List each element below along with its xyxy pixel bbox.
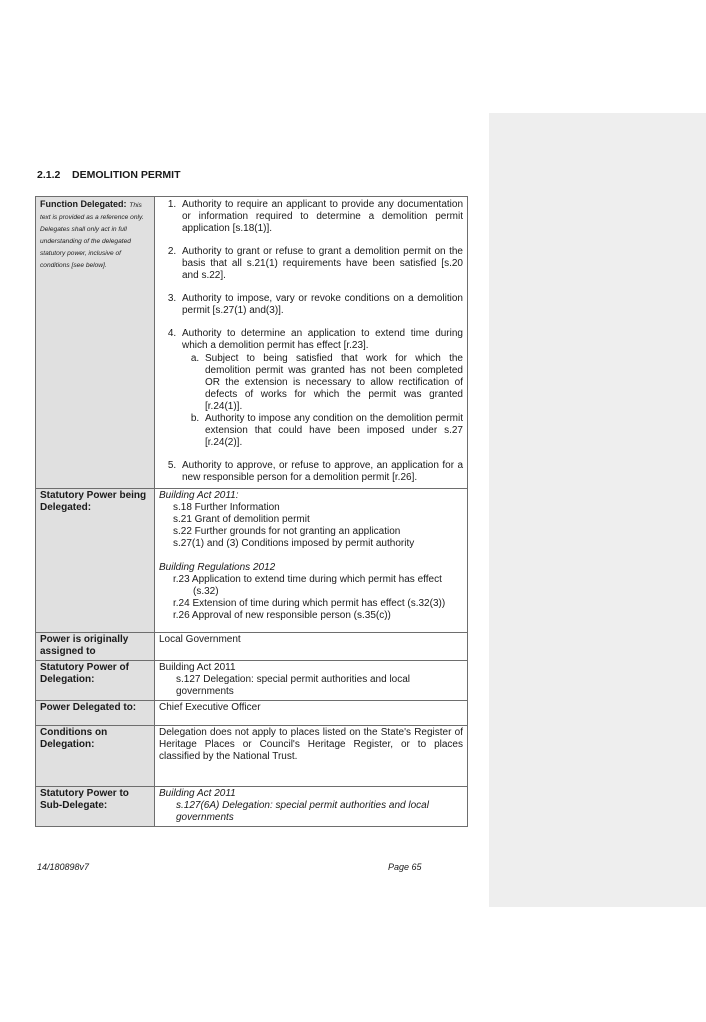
row-label-power-delegated-to: Power Delegated to: bbox=[36, 701, 155, 726]
function-delegated-note: This text is provided as a reference only. Delegates shall only act in full understanding of the delegated statutory power, inclusive of conditions [see below]. bbox=[40, 202, 144, 269]
function-delegated-content bbox=[155, 197, 468, 489]
reg-section: r.24 Extension of time during which permit has effect (s.32(3)) bbox=[173, 598, 446, 609]
sub-delegate-content bbox=[155, 787, 468, 827]
row-statutory-power-of-delegation bbox=[36, 661, 468, 701]
comment-pane bbox=[489, 113, 706, 907]
list-item: 5. Authority to approve, or refuse to approve, an application for a new responsible person for a demolition permit [r.26]. bbox=[179, 460, 463, 484]
list-item: 4. Authority to determine an application to extend time during which a demolition permit has effect [r.23]. a. Subject to being satisfied that work for which the demolition permit was granted has not been completed OR the extension is necessary to allow rectification of defects of works for which the permit was granted [r.24(1)]. b. Authority to impose any condition on the demolition permit extension that could have been imposed under s.27 [r.24(2)]. bbox=[179, 328, 463, 449]
reg-section: r.26 Approval of new responsible person (s.35(c)) bbox=[173, 610, 391, 621]
delegation-section: s.127 Delegation: special permit authorities and local governments bbox=[176, 674, 411, 697]
section-heading bbox=[37, 169, 181, 181]
delegation-act: Building Act 2011 bbox=[159, 662, 236, 673]
row-power-assigned bbox=[36, 633, 468, 661]
statutory-power-of-delegation-content bbox=[155, 661, 468, 701]
conditions-value: Delegation does not apply to places listed on the State's Register of Heritage Places or Council's Heritage Register, or to places classified by the National Trust. bbox=[155, 726, 468, 787]
list-item: 2. Authority to grant or refuse to grant a demolition permit on the basis that all s.21(1) requirements have been satisfied [s.20 and s.22]. bbox=[179, 246, 463, 282]
row-label-statutory-power: Statutory Power being Delegated: bbox=[36, 489, 155, 633]
footer-page-number: Page 65 bbox=[388, 862, 422, 872]
act-section: s.27(1) and (3) Conditions imposed by permit authority bbox=[173, 538, 415, 549]
row-label-statutory-power-of-delegation: Statutory Power of Delegation: bbox=[36, 661, 155, 701]
function-list bbox=[159, 199, 463, 484]
list-item: 3. Authority to impose, vary or revoke conditions on a demolition permit [s.27(1) and(3)]. bbox=[179, 293, 463, 317]
power-assigned-value: Local Government bbox=[155, 633, 468, 661]
statutory-power-content bbox=[155, 489, 468, 633]
row-sub-delegate bbox=[36, 787, 468, 827]
sub-delegate-act: Building Act 2011 bbox=[159, 788, 236, 799]
power-delegated-to-value: Chief Executive Officer bbox=[155, 701, 468, 726]
footer-doc-ref: 14/180898v7 bbox=[37, 862, 90, 872]
act-section: s.22 Further grounds for not granting an application bbox=[173, 526, 401, 537]
section-number: 2.1.2 bbox=[37, 169, 61, 181]
row-label-conditions: Conditions on Delegation: bbox=[36, 726, 155, 787]
sub-list-item: a. Subject to being satisfied that work for which the demolition permit was granted has not been completed OR the extension is necessary to allow rectification of defects of works for which the permit was granted [r.24(1)]. bbox=[202, 353, 463, 413]
row-statutory-power bbox=[36, 489, 468, 633]
row-conditions bbox=[36, 726, 468, 787]
section-title: DEMOLITION PERMIT bbox=[72, 169, 181, 181]
act-title: Building Act 2011: bbox=[159, 490, 239, 501]
row-label-sub-delegate: Statutory Power to Sub-Delegate: bbox=[36, 787, 155, 827]
list-item: 1. Authority to require an applicant to provide any documentation or information required to determine a demolition permit application [s.18(1)]. bbox=[179, 199, 463, 235]
act-section: s.21 Grant of demolition permit bbox=[173, 514, 310, 525]
sub-list bbox=[182, 353, 463, 449]
sub-delegate-section: s.127(6A) Delegation: special permit authorities and local governments bbox=[176, 800, 429, 823]
row-label-function-delegated: Function Delegated: This text is provided as a reference only. Delegates shall only act in full understanding of the delegated statutory power, inclusive of conditions [see below]. bbox=[36, 197, 155, 489]
sub-list-item: b. Authority to impose any condition on the demolition permit extension that could have been imposed under s.27 [r.24(2)]. bbox=[202, 413, 463, 449]
act-section: s.18 Further Information bbox=[173, 502, 280, 513]
row-label-power-assigned: Power is originally assigned to bbox=[36, 633, 155, 661]
row-power-delegated-to bbox=[36, 701, 468, 726]
delegation-table bbox=[35, 196, 468, 827]
regulations-title: Building Regulations 2012 bbox=[159, 562, 276, 573]
reg-section: r.23 Application to extend time during which permit has effect (s.32) bbox=[173, 574, 442, 597]
row-function-delegated bbox=[36, 197, 468, 489]
